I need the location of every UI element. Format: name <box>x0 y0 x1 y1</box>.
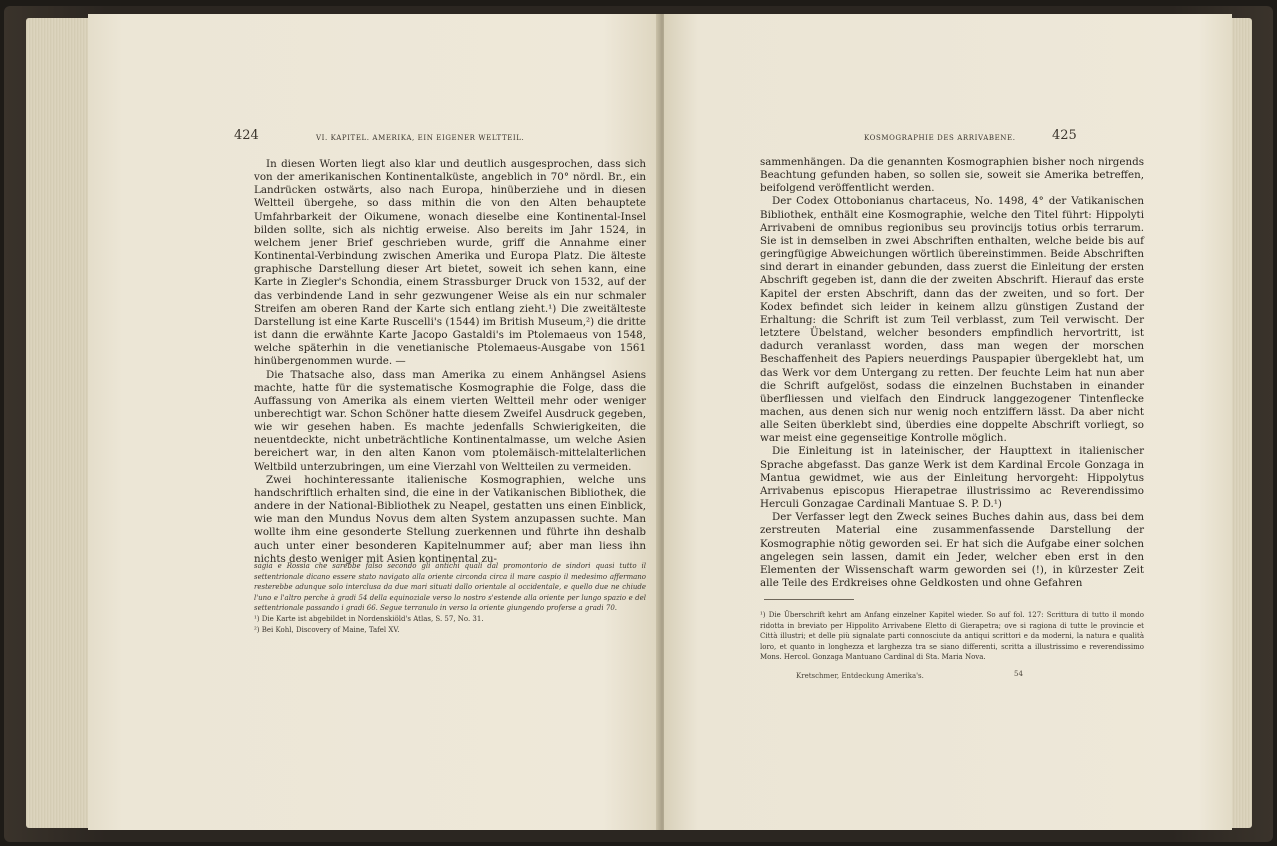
footnotes <box>760 610 1144 663</box>
signature-mark: 54 <box>1014 670 1023 678</box>
page-edges-right <box>1230 18 1252 828</box>
page-number: 425 <box>1052 128 1077 143</box>
paragraph: Die Einleitung ist in lateinischer, der Haupttext in italienischer Sprache abgefasst. Das ganze Werk ist dem Kardinal Ercole Gonzaga in Mantua gewidmet, wie aus der Einleitung hervorgeht: Hippolytus Arrivabenus episcopus Hierapetrae illustrissimo ac Reverendissimo Herculi Gonzagae Cardinali Mantuae S. P. D.¹) <box>760 445 1144 511</box>
body-text <box>760 156 1144 590</box>
page-number: 424 <box>234 128 259 143</box>
paragraph: Der Verfasser legt den Zweck seines Buches dahin aus, dass bei dem zerstreuten Material eine zusammenfassende Darstellung der Kosmographie nötig geworden sei. Er hat sich die Aufgabe einer solchen angelegen sein lassen, damit ein Jeder, welcher eben erst in den Elementen der Wissenschaft warm geworden sei (!), in kürzester Zeit alle Teile des Erdkreises ohne Geldkosten und ohne Gefahren <box>760 511 1144 589</box>
paragraph: Der Codex Ottobonianus chartaceus, No. 1498, 4° der Vatikanischen Bibliothek, enthält eine Kosmographie, welche den Titel führt: Hippolyti Arrivabeni de omnibus regionibus seu provincijs totius orbis terrarum. Sie ist in demselben in zwei Abschriften enthalten, welche beide bis auf geringfügige Abweichungen wörtlich übereinstimmen. Beide Abschriften sind derart in einander gebunden, dass zuerst die Einleitung der ersten Abschrift gegeben ist, dann die der zweiten Abschrift. Hierauf das erste Kapitel der ersten Abschrift, dann das der zweiten, und so fort. Der Kodex befindet sich leider in keinem allzu günstigen Zustand der Erhaltung: die Schrift ist zum Teil verblasst, zum Teil verwischt. Der letztere Übelstand, welcher besonders empfindlich hervortritt, ist dadurch veranlasst worden, dass man wegen der morschen Beschaffenheit des Papiers neuerdings Pauspapier übergeklebt hat, um das Werk vor dem Untergang zu retten. Der feuchte Leim hat nun aber die Schrift aufgelöst, sodass die einzelnen Buchstaben in einander überfliessen und vielfach den Eindruck langgezogener Tintenflecke machen, aus denen sich nur wenig noch entziffern lässt. Da aber nicht alle Seiten überklebt sind, überdies eine doppelte Abschrift vorliegt, so war meist eine gegenseitige Kontrolle möglich. <box>760 195 1144 445</box>
paragraph: In diesen Worten liegt also klar und deutlich ausgesprochen, dass sich von der amerikanischen Kontinentalküste, angeblich in 70° nördl. Br., ein Landrücken ostwärts, also nach Europa, hinüberziehe und in diesen Weltteil übergehe, so dass mithin die von den Alten behauptete Umfahrbarkeit der Oikumene, wonach dieselbe eine Kontinental-Insel bilden sollte, sich als nichtig erweise. Also bereits im Jahr 1524, in welchem jener Brief geschrieben wurde, griff die Annahme einer Kontinental-Verbindung zwischen Amerika und Europa Platz. Die älteste graphische Darstellung dieser Art bietet, soweit ich sehen kann, eine Karte in Ziegler's Schondia, einem Strassburger Druck von 1532, auf der das verbindende Land in sehr gezwungener Weise als ein nur schmaler Streifen am oberen Rand der Karte sich entlang zieht.¹) Die zweitälteste Darstellung ist eine Karte Ruscelli's (1544) im British Museum,²) die dritte ist dann die erwähnte Karte Jacopo Gastaldi's im Ptolemaeus von 1548, welche späterhin in die venetianische Ptolemaeus-Ausgabe von 1561 hinübergenommen wurde. — <box>254 158 646 368</box>
body-text <box>254 158 646 566</box>
footnote: ²) Bei Kohl, Discovery of Maine, Tafel XV. <box>254 625 400 634</box>
page-edges-left <box>26 18 94 828</box>
signature-line: Kretschmer, Entdeckung Amerika's. <box>796 672 924 680</box>
running-head: VI. KAPITEL. AMERIKA, EIN EIGENER WELTTEIL. <box>316 134 525 142</box>
footnote: sagia e Rossia che sarebbe falso secondo gli antichi quali dal promontorio de sindori quasi tutto il settentrionale dicano essere stato navigato alla oriente circonda circa il mare caspio il medesimo affermano resterebbe adunque solo interclusa da due mari situati dallo orientale al occidentale, e quello due ne chiude l'uno e l'altro perche à gradi 54 della equinoziale verso lo nostro s'estende alla oriente per lungo spazio e del settentrionale passando i gradi 66. Segue terranulo in verso la oriente giungendo proferse a gradi 70. <box>254 562 646 613</box>
footnotes <box>254 561 646 635</box>
footnote-rule <box>764 599 854 600</box>
paragraph: Zwei hochinteressante italienische Kosmographien, welche uns handschriftlich erhalten sind, die eine in der Vatikanischen Bibliothek, die andere in der National-Bibliothek zu Neapel, gestatten uns einen Einblick, wie man den Mundus Novus dem alten System anzupassen suchte. Man wollte ihm eine gesonderte Stellung zuerkennen und führte ihn deshalb auch unter einer besonderen Kapitelnummer auf; aber man liess ihn nichts desto weniger mit Asien kontinental zu- <box>254 473 646 565</box>
paragraph: sammenhängen. Da die genannten Kosmographien bisher noch nirgends Beachtung gefunden haben, so sollen sie, soweit sie Amerika betreffen, beifolgend veröffentlicht werden. <box>760 156 1144 195</box>
left-page <box>88 14 660 830</box>
footnote: ¹) Die Karte ist abgebildet in Nordenskiöld's Atlas, S. 57, No. 31. <box>254 614 484 623</box>
right-page <box>664 14 1232 830</box>
paragraph: Die Thatsache also, dass man Amerika zu einem Anhängsel Asiens machte, hatte für die systematische Kosmographie die Folge, dass die Auffassung von Amerika als einem vierten Weltteil mehr oder weniger unberechtigt war. Schon Schöner hatte diesem Zweifel Ausdruck gegeben, wie wir gesehen haben. Es machte jedenfalls Schwierigkeiten, die neuentdeckte, nicht unbeträchtliche Kontinentalmasse, um welche Asien bereichert war, in den alten Kanon vom ptolemäisch-mittelalterlichen Weltbild unterzubringen, um eine Vierzahl von Weltteilen zu vermeiden. <box>254 368 646 473</box>
running-head: KOSMOGRAPHIE DES ARRIVABENE. <box>864 134 1016 142</box>
footnote: ¹) Die Überschrift kehrt am Anfang einzelner Kapitel wieder. So auf fol. 127: Scrittura di tutto il mondo ridotta in breviato per Hippolito Arrivabene Eletto di Gierapetra; ove si ragiona di tutte le provincie et Città illustri; et delle più signalate parti connosciute da antiqui scrittori e da moderni, la natura e qualità loro, et quanto in longhezza et larghezza tra se siano differenti, scritta a illustrissimo e reverendissimo Mons. Hercol. Gonzaga Mantuano Cardinal di Sta. Maria Nova. <box>760 611 1144 662</box>
